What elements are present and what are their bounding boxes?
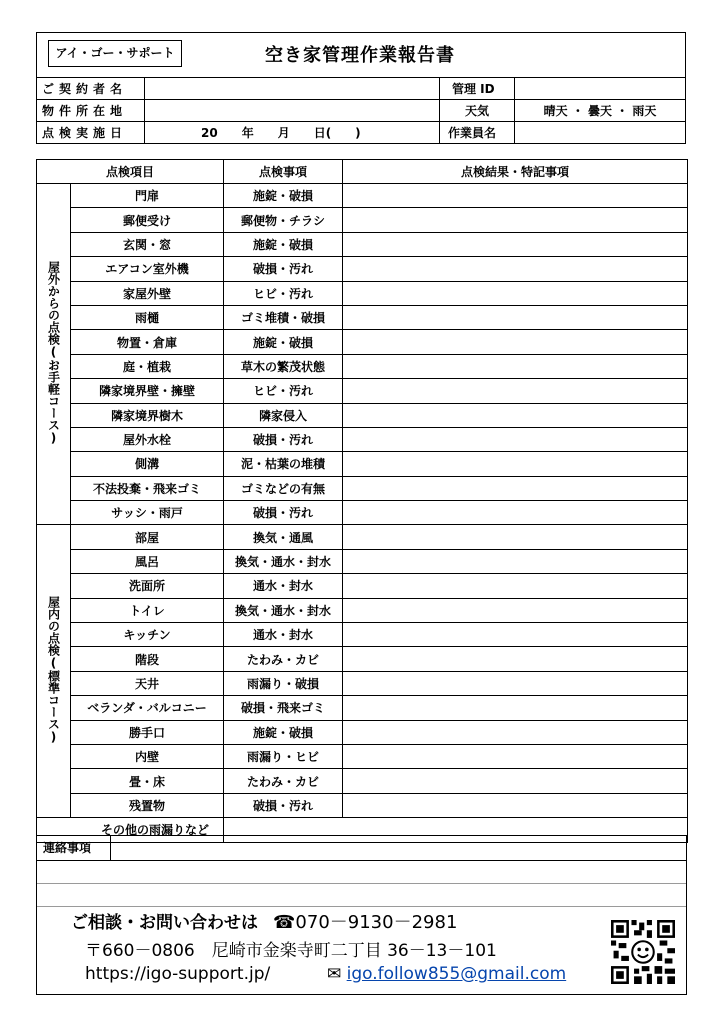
table-row (37, 525, 688, 549)
worker-label: 作業員名 (440, 122, 515, 144)
header-item: 点検項目 (37, 160, 224, 184)
inspection-item: 勝手口 (71, 720, 224, 744)
inspection-item: 雨樋 (71, 305, 224, 329)
contractor-label: ご契約者名 (37, 78, 145, 100)
inspection-item: 階段 (71, 647, 224, 671)
inspection-result-field[interactable] (343, 354, 688, 378)
inspection-check: ゴミなどの有無 (224, 476, 343, 500)
inspection-result-field[interactable] (343, 574, 688, 598)
inspection-item: 家屋外壁 (71, 281, 224, 305)
info-row-contractor (37, 78, 686, 100)
management-id-value[interactable] (515, 78, 686, 100)
inspection-item: 残置物 (71, 793, 224, 817)
table-row (37, 305, 688, 329)
inspection-result-field[interactable] (343, 598, 688, 622)
inspection-item: エアコン室外機 (71, 257, 224, 281)
inspection-item: 部屋 (71, 525, 224, 549)
inspection-check: たわみ・カビ (224, 769, 343, 793)
inspection-item: 畳・床 (71, 769, 224, 793)
inspection-check: 雨漏り・破損 (224, 671, 343, 695)
table-row (37, 184, 688, 208)
inspection-check: たわみ・カビ (224, 647, 343, 671)
date-value[interactable]: 20 年 月 日( ) (145, 122, 440, 144)
inspection-check: 換気・通風 (224, 525, 343, 549)
inspection-result-field[interactable] (343, 305, 688, 329)
inspection-result-field[interactable] (343, 671, 688, 695)
header-check: 点検事項 (224, 160, 343, 184)
inspection-item: 郵便受け (71, 208, 224, 232)
inspection-result-field[interactable] (343, 427, 688, 451)
inspection-item: 門扉 (71, 184, 224, 208)
inspection-check: 郵便物・チラシ (224, 208, 343, 232)
inspection-check: 破損・汚れ (224, 793, 343, 817)
outdoor-category-label: 屋外からの点検(お手軽コース) (46, 260, 61, 445)
table-row (37, 623, 688, 647)
inspection-item: 物置・倉庫 (71, 330, 224, 354)
website-link[interactable]: https://igo-support.jp/ (85, 964, 271, 984)
table-row (37, 257, 688, 281)
outdoor-section (37, 184, 688, 525)
inspection-item: 洗面所 (71, 574, 224, 598)
inspection-check: 破損・汚れ (224, 501, 343, 525)
inspection-result-field[interactable] (343, 452, 688, 476)
header-result: 点検結果・特記事項 (343, 160, 688, 184)
header-section (36, 32, 686, 144)
notes-label: 連絡事項 (37, 836, 111, 860)
inspection-check: 破損・汚れ (224, 257, 343, 281)
notes-line (37, 883, 686, 884)
weather-label: 天気 (440, 100, 515, 122)
inspection-check: 草木の繁茂状態 (224, 354, 343, 378)
inspection-result-field[interactable] (343, 281, 688, 305)
inspection-result-field[interactable] (343, 232, 688, 256)
table-row (37, 793, 688, 817)
property-label: 物件所在地 (37, 100, 145, 122)
inspection-item: 不法投棄・飛来ゴミ (71, 476, 224, 500)
indoor-category-label: 屋内の点検(標準コース) (46, 595, 61, 744)
inspection-check: 隣家侵入 (224, 403, 343, 427)
inspection-check: 施錠・破損 (224, 720, 343, 744)
inspection-check: ヒビ・汚れ (224, 281, 343, 305)
document-title: 空き家管理作業報告書 (265, 45, 455, 66)
inspection-result-field[interactable] (343, 330, 688, 354)
table-row (37, 696, 688, 720)
inspection-result-field[interactable] (343, 696, 688, 720)
company-name: アイ・ゴー・サポート (48, 40, 182, 67)
table-row (37, 379, 688, 403)
table-header-row (37, 160, 688, 184)
inspection-result-field[interactable] (343, 476, 688, 500)
inspection-check: 通水・封水 (224, 623, 343, 647)
inspection-result-field[interactable] (343, 379, 688, 403)
table-row (37, 574, 688, 598)
notes-row (37, 836, 686, 861)
mail-icon: ✉ (327, 964, 342, 984)
indoor-section (37, 525, 688, 842)
table-row (37, 549, 688, 573)
table-row (37, 744, 688, 768)
table-row (37, 476, 688, 500)
inspection-result-field[interactable] (343, 208, 688, 232)
inspection-result-field[interactable] (343, 525, 688, 549)
inspection-item: 風呂 (71, 549, 224, 573)
inspection-result-field[interactable] (343, 720, 688, 744)
inspection-check: 破損・飛来ゴミ (224, 696, 343, 720)
inspection-result-field[interactable] (343, 647, 688, 671)
inspection-item: キッチン (71, 623, 224, 647)
inspection-item: ベランダ・バルコニー (71, 696, 224, 720)
inspection-item: 側溝 (71, 452, 224, 476)
inspection-result-field[interactable] (343, 769, 688, 793)
table-row (37, 281, 688, 305)
management-id-label: 管理 ID (440, 78, 515, 100)
inspection-check: 換気・通水・封水 (224, 549, 343, 573)
table-row (37, 354, 688, 378)
info-row-date (37, 122, 686, 144)
table-row (37, 403, 688, 427)
notes-line (37, 906, 686, 907)
info-row-property (37, 100, 686, 122)
inspection-item: 内壁 (71, 744, 224, 768)
inspection-check: 施錠・破損 (224, 184, 343, 208)
inspection-item: 屋外水栓 (71, 427, 224, 451)
outdoor-category-cell (37, 184, 71, 525)
table-row (37, 671, 688, 695)
worker-value[interactable] (515, 122, 686, 144)
inspection-result-field[interactable] (343, 793, 688, 817)
contact-section (36, 835, 687, 995)
table-row (37, 452, 688, 476)
other-item: その他の雨漏りなど (37, 818, 224, 842)
inspection-item: 庭・植栽 (71, 354, 224, 378)
indoor-category-cell (37, 525, 71, 818)
inspection-check: ゴミ堆積・破損 (224, 305, 343, 329)
inspection-result-field[interactable] (343, 403, 688, 427)
table-row (37, 720, 688, 744)
inspection-check: 泥・枯葉の堆積 (224, 452, 343, 476)
inspection-item: サッシ・雨戸 (71, 501, 224, 525)
inspection-check: 破損・汚れ (224, 427, 343, 451)
info-table (36, 77, 686, 144)
header-top (37, 33, 685, 77)
table-row (37, 232, 688, 256)
phone-number[interactable]: ☎070－9130－2981 (273, 912, 458, 933)
inspection-result-field[interactable] (343, 184, 688, 208)
inspection-check: 通水・封水 (224, 574, 343, 598)
table-row (37, 427, 688, 451)
email-link[interactable]: igo.follow855@gmail.com (346, 964, 567, 984)
inspection-result-field[interactable] (343, 744, 688, 768)
inspection-result-field[interactable] (343, 501, 688, 525)
inspection-check: ヒビ・汚れ (224, 379, 343, 403)
table-row (37, 208, 688, 232)
inspection-check: 雨漏り・ヒビ (224, 744, 343, 768)
email-line (327, 964, 566, 984)
inspection-result-field[interactable] (343, 623, 688, 647)
inspection-item: 隣家境界樹木 (71, 403, 224, 427)
inspection-check: 施錠・破損 (224, 232, 343, 256)
contractor-value[interactable] (145, 78, 440, 100)
inspection-item: 隣家境界壁・擁壁 (71, 379, 224, 403)
date-label: 点検実施日 (37, 122, 145, 144)
table-row (37, 598, 688, 622)
qr-code-icon (611, 920, 675, 984)
inspection-check: 施錠・破損 (224, 330, 343, 354)
table-row (37, 769, 688, 793)
inspection-item: トイレ (71, 598, 224, 622)
inspection-result-field[interactable] (343, 549, 688, 573)
inspection-result-field[interactable] (343, 257, 688, 281)
table-row (37, 501, 688, 525)
inspection-table (36, 159, 688, 843)
inspection-item: 玄関・窓 (71, 232, 224, 256)
weather-options[interactable]: 晴天 ・ 曇天 ・ 雨天 (515, 100, 686, 122)
inspection-check: 換気・通水・封水 (224, 598, 343, 622)
property-value[interactable] (145, 100, 440, 122)
inspection-item: 天井 (71, 671, 224, 695)
consult-text: ご相談・お問い合わせは (71, 913, 258, 933)
table-row (37, 330, 688, 354)
address-text: 〒660－0806 尼崎市金楽寺町二丁目 36－13－101 (85, 941, 497, 961)
table-row (37, 647, 688, 671)
